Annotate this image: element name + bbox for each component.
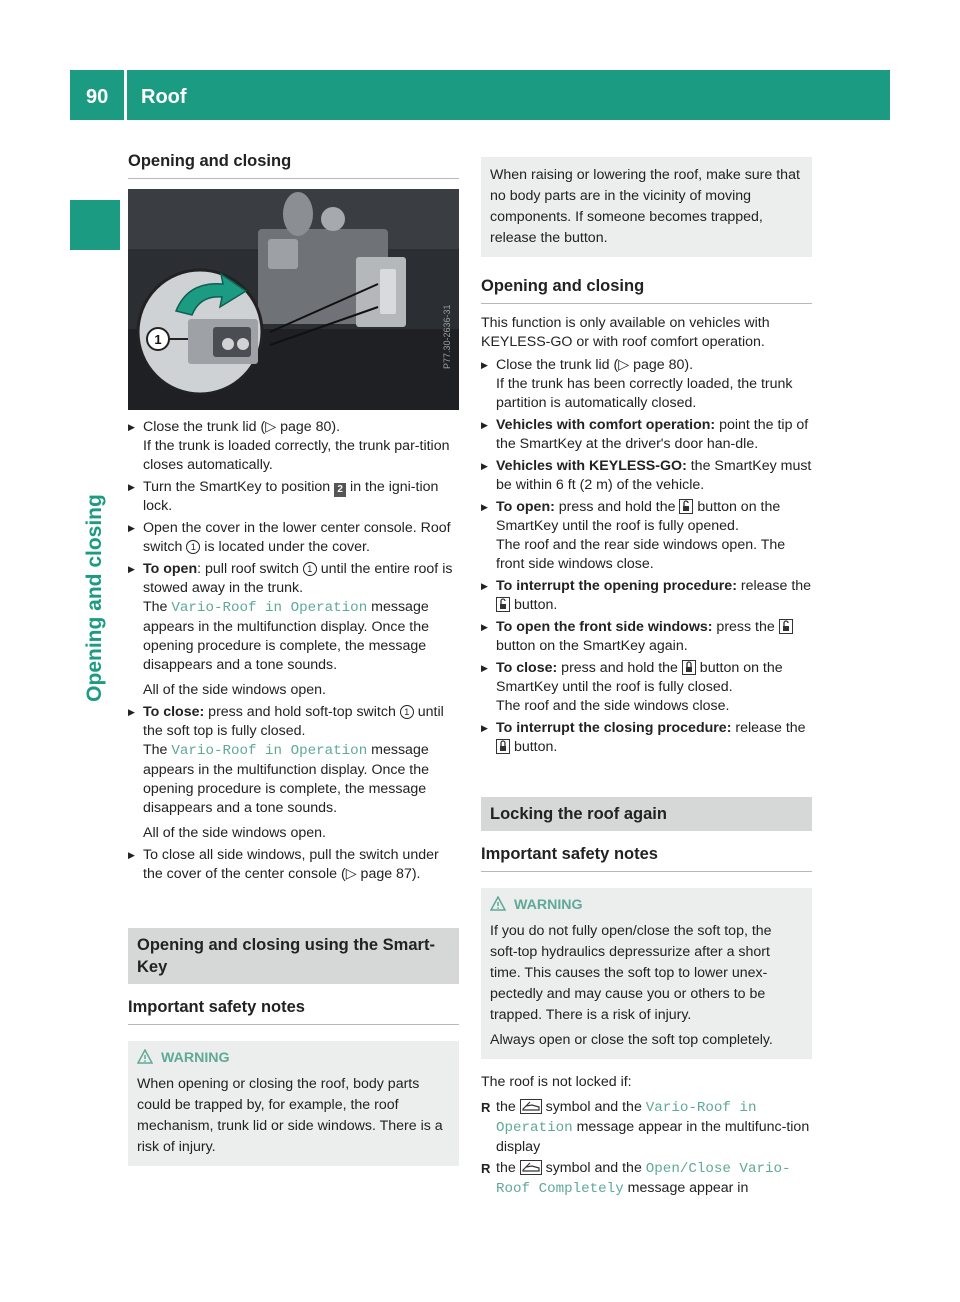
list-item: ▶ Turn the SmartKey to position 2 in the igni-tion lock. (128, 478, 459, 516)
list-item: ▶ To close all side windows, pull the switch under the cover of the center console (▷ page 87). (128, 846, 459, 884)
warning-box (128, 1041, 459, 1166)
callout-badge: 1 (400, 705, 414, 719)
section-box-heading: Opening and closing using the Smart-Key (128, 928, 459, 984)
list-item: ▶ To open: pull roof switch 1 until the entire roof is stowed away in the trunk. The Vario-Roof in Operation message appears in the multifunction display. Once the opening procedure is complete, the message disappears and a tone sounds. All of the side windows open. (128, 560, 459, 700)
right-column (481, 157, 812, 1201)
procedure-list (128, 418, 459, 884)
warning-triangle-icon (490, 896, 506, 912)
photo-callout-number: 1 (154, 332, 162, 347)
procedure-list (481, 356, 812, 757)
unlock-icon (496, 597, 510, 612)
section-heading: Opening and closing (128, 150, 459, 179)
header-separator (124, 70, 127, 120)
section-box-heading: Locking the roof again (481, 797, 812, 831)
subsection-heading: Important safety notes (481, 843, 812, 872)
subsection-heading: Important safety notes (128, 996, 459, 1025)
page-reference-icon: ▷ (345, 866, 357, 882)
list-item: ▶ To close: press and hold the button on the SmartKey until the roof is fully closed. The roof and the side windows close. (481, 659, 812, 716)
section-heading: Opening and closing (481, 275, 812, 304)
list-item: ▶ To interrupt the closing procedure: release the button. (481, 719, 812, 757)
display-message: Open/Close Vario-Roof Completely (496, 1161, 791, 1197)
page-title: Roof (141, 86, 187, 108)
not-locked-intro: The roof is not locked if: (481, 1074, 632, 1090)
key-position-badge: 2 (334, 483, 346, 497)
left-column (128, 150, 459, 1166)
list-item: R the symbol and the Vario-Roof in Operation message appear in the multifunc-tion display (481, 1098, 812, 1157)
page-number: 90 (86, 86, 109, 108)
display-message: Vario-Roof in Operation (171, 600, 368, 616)
warning-title: WARNING (490, 896, 803, 915)
display-message: Vario-Roof in Operation (496, 1100, 757, 1136)
page-reference-icon: ▷ (265, 419, 277, 435)
warning-text: Always open or close the soft top completely. (490, 1032, 773, 1048)
lock-icon (682, 660, 696, 675)
condition-list (481, 1098, 812, 1199)
list-item: ▶ Vehicles with comfort operation: point the tip of the SmartKey at the driver's door han-dle. (481, 416, 812, 454)
list-item: ▶ To interrupt the opening procedure: release the button. (481, 577, 812, 615)
lock-icon (496, 739, 510, 754)
roof-switch-photo (128, 189, 459, 410)
unlock-icon (779, 619, 793, 634)
photo-code: P77.30-2636-31 (442, 304, 452, 369)
warning-text: If you do not fully open/close the soft top, the soft-top hydraulics depressurize after a short time. This causes the soft top to lower unex-pectedly and may cause you or others to be trapped. There is a risk of injury. (490, 923, 772, 1023)
list-item: ▶ To close: press and hold soft-top switch 1 until the soft top is fully closed. The Vario-Roof in Operation message appears in the multifunction display. Once the opening procedure is complete, the message disappears and a tone sounds. All of the side windows open. (128, 703, 459, 843)
convertible-car-icon (520, 1160, 542, 1175)
warning-title: WARNING (137, 1049, 450, 1068)
list-item: ▶ Close the trunk lid (▷ page 80). If the trunk has been correctly loaded, the trunk partition is automatically closed. (481, 356, 812, 413)
warning-triangle-icon (137, 1049, 153, 1065)
side-tab-label: Opening and closing (83, 494, 106, 702)
list-item: ▶ Vehicles with KEYLESS-GO: the SmartKey must be within 6 ft (2 m) of the vehicle. (481, 457, 812, 495)
list-item: ▶ To open: press and hold the button on the SmartKey until the roof is fully opened. The roof and the rear side windows open. The front side windows close. (481, 498, 812, 574)
intro-paragraph: This function is only available on vehicles with KEYLESS-GO or with roof comfort operation. (481, 315, 770, 350)
unlock-icon (679, 499, 693, 514)
callout-badge: 1 (186, 540, 200, 554)
convertible-car-icon (520, 1099, 542, 1114)
warning-box (481, 888, 812, 1059)
note-box: When raising or lowering the roof, make sure that no body parts are in the vicinity of moving components. If someone becomes trapped, release the button. (481, 157, 812, 257)
side-tab-block (70, 200, 120, 250)
display-message: Vario-Roof in Operation (171, 743, 368, 759)
list-item: ▶ Close the trunk lid (▷ page 80). If the trunk is loaded correctly, the trunk par-tition closes automatically. (128, 418, 459, 475)
list-item: ▶ Open the cover in the lower center console. Roof switch 1 is located under the cover. (128, 519, 459, 557)
list-item: R the symbol and the Open/Close Vario-Roof Completely message appear in (481, 1159, 812, 1199)
page-reference-icon: ▷ (618, 357, 630, 373)
warning-text: When opening or closing the roof, body parts could be trapped by, for example, the roof mechanism, trunk lid or side windows. There is a risk of injury. (137, 1076, 443, 1155)
callout-badge: 1 (303, 562, 317, 576)
header-bar (70, 70, 890, 120)
list-item: ▶ To open the front side windows: press the button on the SmartKey again. (481, 618, 812, 656)
